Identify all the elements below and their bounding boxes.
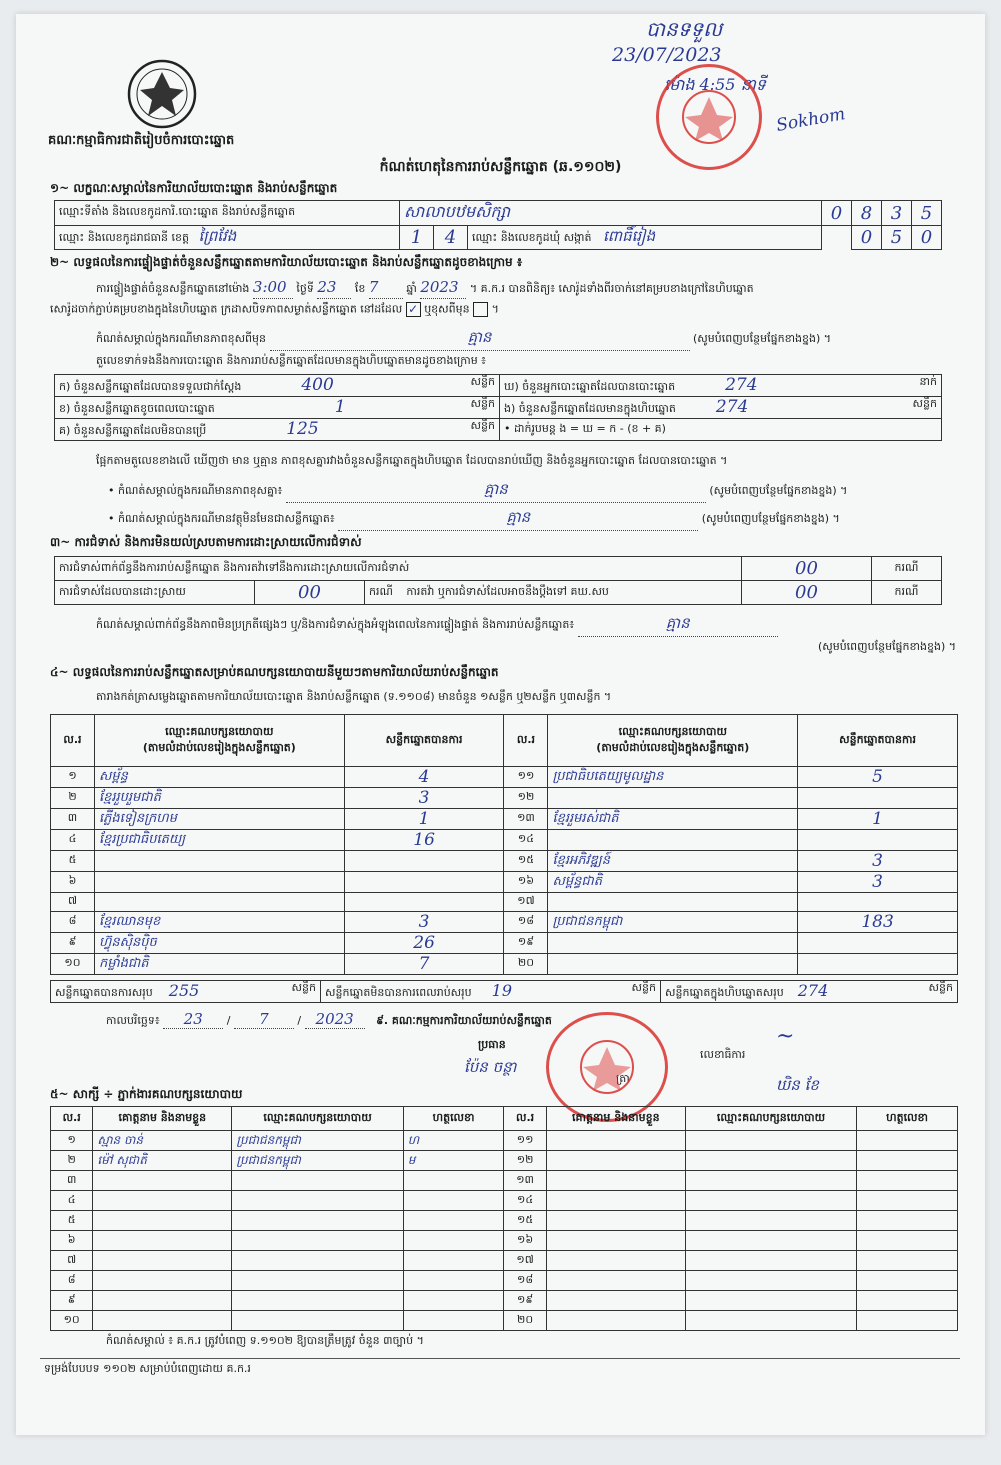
witness-name xyxy=(546,1211,685,1231)
party-votes: 7 xyxy=(344,954,504,975)
party-number: ១៧ xyxy=(504,893,548,912)
difference-note: • កំណត់សម្គាល់ក្នុងករណីមានភាពខុសគ្នា៖ គ្មាន (សូមបំពេញបន្ថែមផ្នែកខាងខ្នង) ។ xyxy=(108,480,958,503)
formula: • ដាក់រូបមន្ត ង = ឃ = ក - (ខ + គ) xyxy=(500,419,942,441)
table-row xyxy=(51,1191,958,1211)
figure-e-label: ង) ចំនួនសន្លឹកឆ្នោតដែលមានក្នុងហិបឆ្នោត xyxy=(504,402,676,415)
witness-signature xyxy=(403,1271,504,1291)
witness-number: ២០ xyxy=(504,1311,546,1331)
received-date: 23/07/2023 xyxy=(612,44,722,66)
received-signature: Sokhom xyxy=(774,104,847,136)
sign-month: 7 xyxy=(234,1010,294,1029)
witness-name xyxy=(93,1171,232,1191)
witness-table: ល.រ គោត្តនាម និងនាមខ្លួន ឈ្មោះគណបក្សនយោបាយ ហត្ថលេខា ល.រ គោត្តនាម និងនាមខ្លួន ឈ្មោះគណបក្សនយោបាយ ហត្ថលេខា ១ ស្មាន ចាន់ ប្រជាជនកម្ពុជា ហ ១១ ២ ម៉ៅ សុជាតិ ប្រជាជនកម្ពុជា ម ១២ ៣ ១៣ ៤ ១៤ ៥ ១៥ ៦ ១៦ ៧ ១៧ ៨ ១៨ ៩ ១៩ ១០ ២០ xyxy=(50,1106,958,1331)
chair-label: ប្រធាន xyxy=(478,1038,506,1051)
valid-total-value: 255 xyxy=(168,981,200,1000)
change-note-line: កំណត់សម្គាល់ក្នុងករណីមានភាពខុសពីមុន គ្មាន (សូមបំពេញបន្ថែមផ្នែកខាងខ្នង) ។ xyxy=(96,328,956,351)
witness-signature xyxy=(403,1231,504,1251)
party-name: សម្ព័ន្ធជាតិ xyxy=(548,872,798,893)
witness-name xyxy=(546,1311,685,1331)
chair-signature: ប៉ែន ចន្ថា xyxy=(464,1058,517,1076)
party-votes xyxy=(344,851,504,872)
invalid-total: សន្លឹកឆ្នោតមិនបានការពេលរាប់សរុប 19 សន្លឹក xyxy=(321,981,661,1003)
party-name: កម្លាំងជាតិ xyxy=(94,954,344,975)
tally-sheet-note: តារាងកត់ត្រាសម្លេងឆ្នោតតាមការិយាល័យបោះឆ្នោត និងរាប់សន្លឹកឆ្នោត (ទ.១១០៨) មានចំនួន ១សន្លឹក ឬ២សន្លឹក ឬ៣សន្លឹក ។ xyxy=(96,690,612,703)
party-number: ៣ xyxy=(51,809,95,830)
party-name: ប្រជាធិបតេយ្យមូលដ្ឋាន xyxy=(548,767,798,788)
witness-party xyxy=(685,1251,856,1271)
difference-note-value: គ្មាន xyxy=(286,480,706,503)
form-footer: ទម្រង់បែបបទ ១១០២ សម្រាប់បំពេញដោយ គ.ក.រ xyxy=(44,1362,251,1375)
party-votes xyxy=(344,872,504,893)
witness-signature xyxy=(857,1131,958,1151)
party-votes: 3 xyxy=(798,851,958,872)
objections-table: ការជំទាស់ពាក់ព័ន្ធនឹងការរាប់សន្លឹកឆ្នោត និងការតវ៉ាទៅនឹងការដោះស្រាយលើការជំទាស់ 00 ករណី ការជំទាស់ដែលបានដោះស្រាយ 00 ករណី ការតវ៉ា ឬការជំទាស់ដែលអាចនឹងប្តឹងទៅ គឃ.សប 00 ករណី xyxy=(54,556,942,605)
witness-name: ម៉ៅ សុជាតិ xyxy=(93,1151,232,1171)
sign-year: 2023 xyxy=(305,1010,365,1029)
party-name xyxy=(548,788,798,809)
org-name: គណៈកម្មាធិការជាតិរៀបចំការបោះឆ្នោត xyxy=(48,133,235,148)
figure-e-value: 274 xyxy=(715,397,749,417)
table-row xyxy=(51,788,958,809)
witness-name xyxy=(93,1211,232,1231)
party-votes xyxy=(798,933,958,954)
witness-number: ៦ xyxy=(51,1231,93,1251)
figure-b-label: ខ) ចំនួនសន្លឹកឆ្នោតខូចពេលបោះឆ្នោត xyxy=(59,402,215,415)
party-number: ៦ xyxy=(51,872,95,893)
party-votes: 16 xyxy=(344,830,504,851)
witness-signature xyxy=(403,1171,504,1191)
verify-day: 23 xyxy=(317,276,351,299)
foreign-object-value: គ្មាន xyxy=(338,508,698,531)
witness-signature xyxy=(857,1271,958,1291)
table-row xyxy=(51,851,958,872)
witness-number: ១៣ xyxy=(504,1171,546,1191)
date-line: កាលបរិច្ឆេទ៖ 23 / 7 / 2023 ៩. គណៈកម្មការការិយាល័យរាប់សន្លឹកឆ្នោត xyxy=(106,1010,552,1028)
party-number: ១៩ xyxy=(504,933,548,954)
witness-party xyxy=(232,1231,403,1251)
witness-party xyxy=(685,1131,856,1151)
witness-number: ១៨ xyxy=(504,1271,546,1291)
party-name xyxy=(94,893,344,912)
verify-year: 2023 xyxy=(420,276,466,299)
table-row xyxy=(51,893,958,912)
party-name xyxy=(548,933,798,954)
witness-number: ១៦ xyxy=(504,1231,546,1251)
party-votes: 3 xyxy=(344,912,504,933)
section-1-heading: ១~ លក្ខណៈសម្គាល់នៃការិយាល័យបោះឆ្នោត និងរាប់សន្លឹកឆ្នោត xyxy=(50,181,338,195)
party-number: ៩ xyxy=(51,933,95,954)
table-row xyxy=(51,1291,958,1311)
red-stamp-top xyxy=(656,64,762,170)
appeal-value: 00 xyxy=(742,581,872,605)
witness-party xyxy=(232,1191,403,1211)
commune-value: ពោធិ៍រៀង xyxy=(603,226,656,245)
party-votes xyxy=(798,788,958,809)
location-code-1: 0 xyxy=(822,201,852,226)
received-note: បានទទួល xyxy=(646,17,723,41)
section-1-table xyxy=(54,200,942,250)
party-name xyxy=(548,893,798,912)
witness-party xyxy=(232,1211,403,1231)
changed-checkbox[interactable] xyxy=(473,302,488,317)
table-row xyxy=(51,872,958,893)
figure-b-value: 1 xyxy=(334,397,346,417)
witness-signature xyxy=(857,1191,958,1211)
appeal-label: ករណី ការតវ៉ា ឬការជំទាស់ដែលអាចនឹងប្តឹងទៅ គឃ.សប xyxy=(365,581,742,605)
party-votes xyxy=(798,830,958,851)
witness-party xyxy=(685,1211,856,1231)
witness-signature xyxy=(403,1291,504,1311)
witness-name xyxy=(546,1291,685,1311)
witness-party xyxy=(685,1231,856,1251)
valid-total: សន្លឹកឆ្នោតបានការសរុប 255 សន្លឹក xyxy=(51,981,321,1003)
objections-value: 00 xyxy=(742,557,872,581)
witness-name xyxy=(546,1251,685,1271)
witness-party xyxy=(685,1191,856,1211)
witness-number: ១ xyxy=(51,1131,93,1151)
party-name xyxy=(94,851,344,872)
witness-number: ៣ xyxy=(51,1171,93,1191)
witness-party xyxy=(232,1291,403,1311)
table-row xyxy=(51,1231,958,1251)
footnote: កំណត់សម្គាល់ ៖ គ.ក.រ ត្រូវបំពេញ ទ.១១០២ ឱ្យបានត្រឹមត្រូវ ចំនួន ៣ច្បាប់ ។ xyxy=(106,1334,424,1347)
section-4-heading: ៤~ លទ្ធផលនៃការរាប់សន្លឹកឆ្នោតសម្រាប់គណបក្សនយោបាយនីមួយៗតាមការិយាល័យរាប់សន្លឹកឆ្នោត xyxy=(50,665,499,679)
figures-table xyxy=(54,374,942,441)
stamp-emblem-icon xyxy=(572,1037,642,1097)
party-name: ខ្មែររួបរួមជាតិ xyxy=(94,788,344,809)
witness-signature xyxy=(857,1251,958,1271)
party-number: ១៦ xyxy=(504,872,548,893)
section-3-heading: ៣~ ការជំទាស់ និងការមិនយល់ស្របតាមការដោះស្រាយលើការជំទាស់ xyxy=(50,535,362,549)
table-row xyxy=(51,1271,958,1291)
party-number: ១៥ xyxy=(504,851,548,872)
form-page xyxy=(16,14,985,1435)
party-votes xyxy=(798,954,958,975)
received-time: ម៉ោង 4:55 នាទី xyxy=(664,75,766,94)
witness-party xyxy=(685,1151,856,1171)
totals-table xyxy=(50,980,958,1003)
witness-name xyxy=(93,1291,232,1311)
irregularity-note: កំណត់សម្គាល់ពាក់ព័ន្ធនឹងភាពមិនប្រក្រតីផ្សេងៗ ឬ/និងការជំទាស់ក្នុងអំឡុងពេលនៃការផ្ទៀងផ្ទាត់ និងការរាប់សន្លឹកឆ្នោត៖ គ្មាន xyxy=(96,614,956,637)
commune-label: ឈ្មោះ និងលេខកូដឃុំ សង្កាត់ ពោធិ៍រៀង xyxy=(468,226,822,250)
party-name xyxy=(548,954,798,975)
party-number: ១៨ xyxy=(504,912,548,933)
verification-line-1: ការផ្ទៀងផ្ទាត់ចំនួនសន្លឹកឆ្នោតនៅម៉ោង 3:00 ថ្ងៃទី 23 ខែ 7 ឆ្នាំ 2023 ។ គ.ក.រ បានពិនិត្យ៖ សោរ៉ូដទាំងពីរចាក់នៅគម្របខាងក្រៅនៃហិបឆ្នោត xyxy=(96,276,956,300)
witness-name xyxy=(546,1191,685,1211)
party-number: ១៣ xyxy=(504,809,548,830)
party-number: ១ xyxy=(51,767,95,788)
witness-name xyxy=(546,1131,685,1151)
location-label: ឈ្មោះទីតាំង និងលេខកូដការិ.បោះឆ្នោត និងរាប់សន្លឹកឆ្នោត xyxy=(55,201,400,226)
party-number: ៤ xyxy=(51,830,95,851)
results-table: ល.រ ឈ្មោះគណបក្សនយោបាយ (តាមលំដាប់លេខរៀងក្នុងសន្លឹកឆ្នោត) សន្លឹកឆ្នោតបានការ ល.រ ឈ្មោះគណបក្សនយោបាយ (តាមលំដាប់លេខរៀងក្នុងសន្លឹកឆ្នោត) សន្លឹកឆ្នោតបានការ ១ សម្ព័ន្ធ 4 ១១ ប្រជាធិបតេយ្យមូលដ្ឋាន 5 ២ ខ្មែររួបរួមជាតិ 3 ១២ ៣ ភ្លើងទៀនក្រហម 1 ១៣ ខ្មែររួមរស់ជាតិ 1 ៤ ខ្មែរប្រជាធិបតេយ្យ 16 ១៤ ៥ ១៥ ខ្មែរអភិវឌ្ឍន៍ 3 ៦ ១៦ សម្ព័ន្ធជាតិ 3 ៧ ១៧ ៨ ខ្មែរឈានមុខ 3 ១៨ ប្រជាជនកម្ពុជា 183 ៩ ហ៊្វុនស៊ិនប៉ិច 26 ១៩ ១០ កម្លាំងជាតិ 7 ២០ xyxy=(50,714,958,975)
witness-party xyxy=(685,1271,856,1291)
party-name: ខ្មែរឈានមុខ xyxy=(94,912,344,933)
party-votes: 183 xyxy=(798,912,958,933)
witness-party xyxy=(685,1311,856,1331)
invalid-total-value: 19 xyxy=(491,981,512,1000)
party-number: ៧ xyxy=(51,893,95,912)
resolved-value: 00 xyxy=(255,581,365,605)
witness-number: ១៥ xyxy=(504,1211,546,1231)
party-number: ៥ xyxy=(51,851,95,872)
witness-number: ៩ xyxy=(51,1291,93,1311)
ballot-box-total: សន្លឹកឆ្នោតក្នុងហិបឆ្នោតសរុប 274 សន្លឹក xyxy=(661,981,958,1003)
witness-signature: ម xyxy=(403,1151,504,1171)
province-code-2: 4 xyxy=(434,226,468,250)
witness-name xyxy=(93,1231,232,1251)
party-name: ភ្លើងទៀនក្រហម xyxy=(94,809,344,830)
witness-party xyxy=(232,1311,403,1331)
figures-row: ក) ចំនួនសន្លឹកឆ្នោតដែលបានទទួលជាក់ស្តែង 400 សន្លឹក ឃ) ចំនួនអ្នកបោះឆ្នោតដែលបានបោះឆ្នោត 274 នាក់ xyxy=(55,375,942,397)
table-row xyxy=(51,767,958,788)
figure-a-value: 400 xyxy=(301,375,334,395)
table-row xyxy=(51,809,958,830)
table-row xyxy=(51,933,958,954)
witness-party xyxy=(685,1171,856,1191)
party-votes: 1 xyxy=(344,809,504,830)
table-row xyxy=(51,1211,958,1231)
secretary-label: លេខាធិការ xyxy=(700,1048,746,1061)
figures-row: គ) ចំនួនសន្លឹកឆ្នោតដែលមិនបានប្រើ 125 សន្លឹក • ដាក់រូបមន្ត ង = ឃ = ក - (ខ + គ) xyxy=(55,419,942,441)
witness-name xyxy=(93,1251,232,1271)
verification-line-2: សោរ៉ូដចាក់ភ្ជាប់គម្របខាងក្នុងនៃហិបឆ្នោត ក្រដាសបិទភាពសម្ងាត់សន្លឹកឆ្នោត នៅដដែល ✓ ឬខុសពីមុន ។ xyxy=(50,302,499,316)
witness-signature xyxy=(857,1231,958,1251)
witness-party xyxy=(232,1251,403,1271)
change-note-value: គ្មាន xyxy=(270,328,690,351)
witness-name xyxy=(546,1271,685,1291)
party-name: ហ៊្វុនស៊ិនប៉ិច xyxy=(94,933,344,954)
party-name: សម្ព័ន្ធ xyxy=(94,767,344,788)
party-votes: 26 xyxy=(344,933,504,954)
witness-number: ១៧ xyxy=(504,1251,546,1271)
witness-signature xyxy=(857,1311,958,1331)
witness-number: ៨ xyxy=(51,1271,93,1291)
witness-signature xyxy=(857,1211,958,1231)
party-name: ខ្មែរអភិវឌ្ឍន៍ xyxy=(548,851,798,872)
foreign-object-note: • កំណត់សម្គាល់ក្នុងករណីមានវត្ថុមិនមែនជាសន្លឹកឆ្នោត៖ គ្មាន (សូមបំពេញបន្ថែមផ្នែកខាងខ្នង) ។ xyxy=(108,508,958,531)
verify-month: 7 xyxy=(369,276,403,299)
witness-number: ៤ xyxy=(51,1191,93,1211)
witness-signature xyxy=(857,1151,958,1171)
table-row xyxy=(51,1131,958,1151)
party-number: ១២ xyxy=(504,788,548,809)
witness-name xyxy=(546,1231,685,1251)
sign-day: 23 xyxy=(163,1010,223,1029)
section-2-heading: ២~ លទ្ធផលនៃការផ្ទៀងផ្ទាត់ចំនួនសន្លឹកឆ្នោតតាមការិយាល័យបោះឆ្នោត និងរាប់សន្លឹកឆ្នោតដូចខាងក្រោម ៖ xyxy=(50,255,523,269)
difference-line: ផ្អែកតាមតួលេខខាងលើ ឃើញថា មាន ឬគ្មាន ភាពខុសគ្នារវាងចំនួនសន្លឹកឆ្នោតក្នុងហិបឆ្នោត ដែលបានរាប់ឃើញ និងចំនួនអ្នកបោះឆ្នោត ដែលបានបោះឆ្នោត ។ xyxy=(96,454,728,467)
witness-party xyxy=(232,1171,403,1191)
party-name: ប្រជាជនកម្ពុជា xyxy=(548,912,798,933)
party-votes xyxy=(344,893,504,912)
party-votes: 5 xyxy=(798,767,958,788)
objections-label: ការជំទាស់ពាក់ព័ន្ធនឹងការរាប់សន្លឹកឆ្នោត និងការតវ៉ាទៅនឹងការដោះស្រាយលើការជំទាស់ xyxy=(55,557,742,581)
witness-name xyxy=(93,1311,232,1331)
stamp-emblem-icon xyxy=(679,87,739,147)
party-votes: 4 xyxy=(344,767,504,788)
commune-code-1: 0 xyxy=(852,226,882,250)
table-row xyxy=(51,830,958,851)
witness-party xyxy=(232,1271,403,1291)
witness-number: ១៩ xyxy=(504,1291,546,1311)
province-label: ឈ្មោះ និងលេខកូដរាជធានី ខេត្ត ព្រៃវែង xyxy=(55,226,400,250)
witness-number: ១២ xyxy=(504,1151,546,1171)
form-title: កំណត់ហេតុនៃការរាប់សន្លឹកឆ្នោត (ឆ.១១០២) xyxy=(379,159,622,175)
party-votes: 3 xyxy=(798,872,958,893)
witness-number: ៥ xyxy=(51,1211,93,1231)
witness-name xyxy=(93,1191,232,1211)
location-value: សាលាបឋមសិក្សា xyxy=(400,201,822,226)
unchanged-checkbox[interactable]: ✓ xyxy=(406,302,421,317)
secretary-signature-mark: ~ xyxy=(776,1024,795,1049)
province-value: ព្រៃវែង xyxy=(198,226,237,245)
verify-time: 3:00 xyxy=(253,276,293,299)
table-row xyxy=(51,1171,958,1191)
witness-number: ១០ xyxy=(51,1311,93,1331)
witness-party: ប្រជាជនកម្ពុជា xyxy=(232,1131,403,1151)
witness-signature xyxy=(403,1191,504,1211)
party-votes: 1 xyxy=(798,809,958,830)
ballot-box-total-value: 274 xyxy=(797,981,829,1000)
party-number: ១៤ xyxy=(504,830,548,851)
seal-label: ត្រា xyxy=(616,1072,630,1085)
party-number: ៨ xyxy=(51,912,95,933)
party-number: ១១ xyxy=(504,767,548,788)
irregularity-tail: (សូមបំពេញបន្ថែមផ្នែកខាងខ្នង) ។ xyxy=(817,640,956,653)
commune-code-3: 0 xyxy=(912,226,942,250)
witness-number: ៧ xyxy=(51,1251,93,1271)
witness-signature xyxy=(403,1251,504,1271)
witness-signature: ហ xyxy=(403,1131,504,1151)
irregularity-value: គ្មាន xyxy=(578,614,778,637)
resolved-label: ការជំទាស់ដែលបានដោះស្រាយ xyxy=(55,581,255,605)
witness-signature xyxy=(403,1311,504,1331)
witness-party: ប្រជាជនកម្ពុជា xyxy=(232,1151,403,1171)
section-5-heading: ៥~ សាក្សី ÷ ភ្នាក់ងារគណបក្សនយោបាយ xyxy=(50,1087,243,1101)
witness-signature xyxy=(857,1171,958,1191)
party-number: ២០ xyxy=(504,954,548,975)
figure-a-label: ក) ចំនួនសន្លឹកឆ្នោតដែលបានទទួលជាក់ស្តែង xyxy=(59,380,242,393)
witness-signature xyxy=(857,1291,958,1311)
party-name: ខ្មែរប្រជាធិបតេយ្យ xyxy=(94,830,344,851)
figure-c-label: គ) ចំនួនសន្លឹកឆ្នោតដែលមិនបានប្រើ xyxy=(59,424,207,437)
party-name xyxy=(94,872,344,893)
witness-name xyxy=(546,1151,685,1171)
table-row xyxy=(51,912,958,933)
table-row xyxy=(51,954,958,975)
witness-number: ២ xyxy=(51,1151,93,1171)
emblem-icon xyxy=(126,58,198,130)
witness-number: ១៤ xyxy=(504,1191,546,1211)
witness-name: ស្មាន ចាន់ xyxy=(93,1131,232,1151)
figures-row: ខ) ចំនួនសន្លឹកឆ្នោតខូចពេលបោះឆ្នោត 1 សន្លឹក ង) ចំនួនសន្លឹកឆ្នោតដែលមានក្នុងហិបឆ្នោត 274 សន្លឹក xyxy=(55,397,942,419)
party-name: ខ្មែររួមរស់ជាតិ xyxy=(548,809,798,830)
witness-number: ១១ xyxy=(504,1131,546,1151)
party-votes xyxy=(798,893,958,912)
party-number: ២ xyxy=(51,788,95,809)
figure-d-value: 274 xyxy=(725,375,758,395)
witness-party xyxy=(685,1291,856,1311)
figures-intro: តួលេខទាក់ទងនឹងការបោះឆ្នោត និងការរាប់សន្លឹកឆ្នោតដែលមានក្នុងហិបឆ្នោតមានដូចខាងក្រោម ៖ xyxy=(96,354,487,367)
location-code-2: 8 xyxy=(852,201,882,226)
location-code-3: 3 xyxy=(882,201,912,226)
party-name xyxy=(548,830,798,851)
secretary-signature: ឃិន ខែ xyxy=(776,1076,819,1094)
party-votes: 3 xyxy=(344,788,504,809)
witness-name xyxy=(546,1171,685,1191)
province-code-1: 1 xyxy=(400,226,434,250)
table-row xyxy=(51,1311,958,1331)
table-row xyxy=(51,1251,958,1271)
figure-c-value: 125 xyxy=(286,419,319,439)
location-code-4: 5 xyxy=(912,201,942,226)
party-number: ១០ xyxy=(51,954,95,975)
table-row xyxy=(51,1151,958,1171)
commune-code-2: 5 xyxy=(882,226,912,250)
witness-signature xyxy=(403,1211,504,1231)
witness-name xyxy=(93,1271,232,1291)
figure-d-label: ឃ) ចំនួនអ្នកបោះឆ្នោតដែលបានបោះឆ្នោត xyxy=(504,380,676,393)
